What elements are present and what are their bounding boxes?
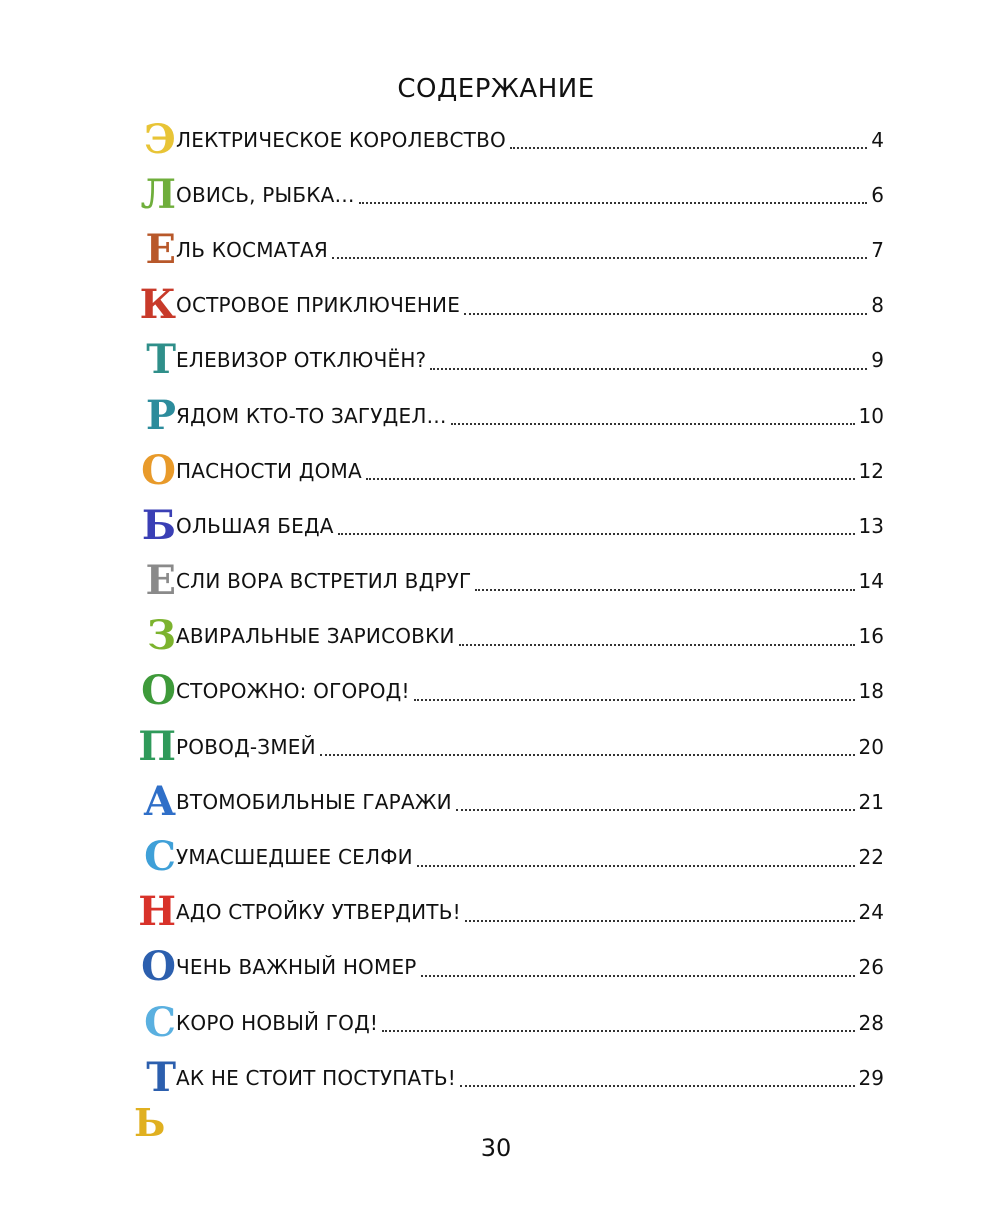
dot-leader	[414, 698, 855, 701]
toc-entry-page: 4	[871, 127, 884, 152]
decorative-initial-letter: С	[144, 998, 176, 1046]
dot-leader	[359, 201, 868, 204]
decorative-initial-letter: Л	[140, 170, 176, 218]
toc-entry-page: 6	[871, 182, 884, 207]
toc-entry-page: 20	[858, 734, 884, 759]
toc-entry-title: ПАСНОСТИ ДОМА	[176, 458, 362, 483]
dot-leader	[366, 477, 855, 480]
toc-entry[interactable]	[124, 609, 884, 664]
page-title: СОДЕРЖАНИЕ	[397, 74, 595, 104]
decorative-soft-sign-letter: Ь	[134, 1100, 166, 1145]
toc-entry[interactable]	[124, 1050, 884, 1105]
decorative-initial-letter: О	[141, 667, 176, 715]
toc-entry[interactable]	[124, 222, 884, 277]
toc-entry-page: 12	[858, 458, 884, 483]
dot-leader	[421, 974, 855, 977]
toc-entry[interactable]	[124, 885, 884, 940]
toc-entry-page: 24	[858, 900, 884, 925]
toc-entry[interactable]	[124, 719, 884, 774]
decorative-initial-letter: Р	[145, 391, 176, 439]
toc-entry-title: ОСТРОВОЕ ПРИКЛЮЧЕНИЕ	[176, 293, 461, 318]
toc-entry-page: 16	[858, 624, 884, 649]
dot-leader	[430, 367, 867, 370]
toc-entry-title: ЛЬ КОСМАТАЯ	[176, 237, 328, 262]
dot-leader	[459, 643, 855, 646]
toc-entry-title: ОЛЬШАЯ БЕДА	[176, 513, 334, 538]
toc-entry[interactable]	[124, 443, 884, 498]
toc-entry[interactable]	[124, 167, 884, 222]
toc-entry-title: РОВОД-ЗМЕЙ	[176, 734, 316, 759]
toc-entry-title: ОВИСЬ, РЫБКА…	[176, 182, 355, 207]
dot-leader	[332, 256, 867, 259]
toc-entry-page: 13	[858, 513, 884, 538]
toc-entry-page: 8	[871, 293, 884, 318]
toc-entry[interactable]	[124, 774, 884, 829]
dot-leader	[338, 532, 855, 535]
decorative-initial-letter: П	[138, 722, 176, 770]
toc-entry-page: 14	[858, 569, 884, 594]
decorative-initial-letter: Б	[141, 501, 176, 549]
decorative-initial-letter: К	[139, 281, 176, 329]
dot-leader	[451, 422, 855, 425]
toc-entry-page: 22	[858, 845, 884, 870]
dot-leader	[456, 808, 855, 811]
toc-entry-title: ВТОМОБИЛЬНЫЕ ГАРАЖИ	[176, 789, 452, 814]
toc-entry-title: СТОРОЖНО: ОГОРОД!	[176, 679, 410, 704]
dot-leader	[475, 588, 854, 591]
dot-leader	[460, 1084, 855, 1087]
toc-entry[interactable]	[124, 498, 884, 553]
table-of-contents	[124, 112, 884, 1105]
page-number: 30	[480, 1134, 512, 1162]
toc-entry-title: ЯДОМ КТО-ТО ЗАГУДЕЛ…	[176, 403, 447, 428]
toc-entry-page: 18	[858, 679, 884, 704]
toc-entry[interactable]	[124, 112, 884, 167]
decorative-initial-letter: А	[143, 777, 176, 825]
toc-entry-title: ЛЕКТРИЧЕСКОЕ КОРОЛЕВСТВО	[176, 127, 506, 152]
toc-entry-title: КОРО НОВЫЙ ГОД!	[176, 1010, 379, 1035]
decorative-initial-letter: О	[141, 446, 176, 494]
toc-entry[interactable]	[124, 940, 884, 995]
toc-entry-page: 28	[858, 1010, 884, 1035]
dot-leader	[510, 146, 867, 149]
toc-entry-title: АК НЕ СТОИТ ПОСТУПАТЬ!	[176, 1065, 456, 1090]
toc-entry[interactable]	[124, 333, 884, 388]
decorative-initial-letter: Т	[146, 1053, 176, 1101]
toc-entry-page: 29	[858, 1065, 884, 1090]
decorative-initial-letter: Е	[145, 225, 176, 273]
toc-entry[interactable]	[124, 278, 884, 333]
toc-entry-page: 9	[871, 348, 884, 373]
dot-leader	[464, 312, 867, 315]
decorative-initial-letter: З	[147, 612, 176, 660]
dot-leader	[382, 1029, 854, 1032]
toc-entry-title: ЧЕНЬ ВАЖНЫЙ НОМЕР	[176, 955, 417, 980]
toc-entry[interactable]	[124, 995, 884, 1050]
decorative-initial-letter: Е	[145, 557, 176, 605]
toc-entry-page: 26	[858, 955, 884, 980]
toc-entry-page: 7	[871, 237, 884, 262]
toc-entry[interactable]	[124, 388, 884, 443]
decorative-initial-letter: С	[144, 833, 176, 881]
toc-entry-title: УМАСШЕДШЕЕ СЕЛФИ	[176, 845, 413, 870]
decorative-initial-letter: Э	[144, 115, 176, 163]
toc-entry[interactable]	[124, 554, 884, 609]
dot-leader	[417, 864, 855, 867]
toc-entry-page: 21	[858, 789, 884, 814]
toc-entry[interactable]	[124, 664, 884, 719]
toc-entry[interactable]	[124, 829, 884, 884]
decorative-initial-letter: Т	[146, 336, 176, 384]
dot-leader	[320, 753, 855, 756]
toc-entry-page: 10	[858, 403, 884, 428]
decorative-initial-letter: О	[141, 943, 176, 991]
dot-leader	[465, 919, 855, 922]
toc-entry-title: СЛИ ВОРА ВСТРЕТИЛ ВДРУГ	[176, 569, 472, 594]
toc-entry-title: АДО СТРОЙКУ УТВЕРДИТЬ!	[176, 900, 461, 925]
decorative-initial-letter: Н	[138, 888, 176, 936]
toc-entry-title: ЕЛЕВИЗОР ОТКЛЮЧЁН?	[176, 348, 427, 373]
toc-entry-title: АВИРАЛЬНЫЕ ЗАРИСОВКИ	[176, 624, 455, 649]
